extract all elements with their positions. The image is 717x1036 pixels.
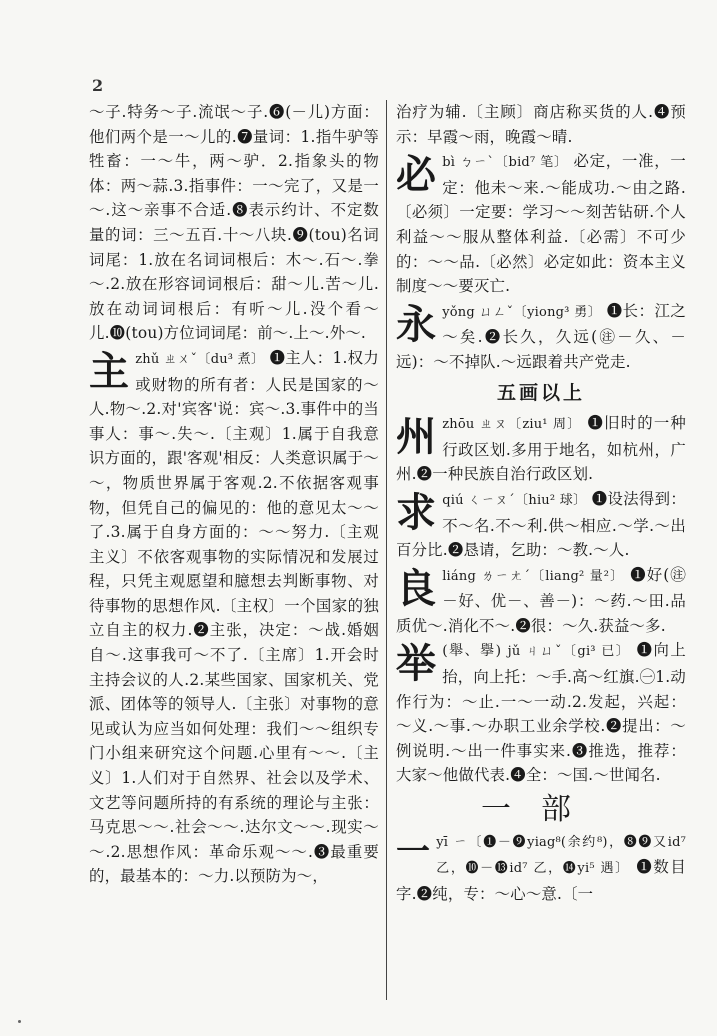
pronunciation: zhǔ ㄓㄨˇ〔du³ 煮〕: [135, 351, 265, 367]
pronunciation: liáng ㄌㄧㄤˊ〔liang² 量²〕: [442, 568, 625, 584]
continued-entry: 治疗为辅.〔主顾〕商店称买货的人.❹预示：早霞～雨，晚霞～晴.: [396, 103, 686, 146]
headword: 必: [396, 151, 437, 199]
entry-liang: [396, 563, 686, 639]
headword: 求: [396, 488, 437, 536]
headword: 州: [396, 413, 437, 461]
variant-forms: (舉、擧): [442, 643, 502, 660]
definition: ❶数目字.❷纯，专：～心～意.〔一: [396, 858, 686, 903]
continued-entry: ～子.特务～子.流氓～子.❻(－儿)方面：他们两个是一～儿的.❼量词：1.指牛驴等牲畜：一～牛，两～驴．2.指象头的物体：两～蒜.3.指事件：一～完了，又是一～.这～亲事不合适.❽表示约计、不定数量的词：三～五百.十～八块.❾(tou)名词词尾：1.放在名词词根后：木～.石～.拳～.2.放在形容词词根后：甜～儿.苦～儿.放在动词词根后：有听～儿.没个看～儿.❿(tou)方位词词尾：前～.上～.外～.: [89, 103, 379, 343]
pronunciation: bì ㄅㄧˋ〔bid⁷ 笔〕: [442, 155, 568, 171]
headword: 主: [89, 347, 130, 395]
left-column: [89, 100, 379, 1005]
entry-qiu: [396, 487, 686, 563]
definition: ❶旧时的一种行政区划.多用于地名，如杭州，广州.❷一种民族自治行政区划.: [396, 414, 686, 484]
definition: ❶好(㊟－好、优－、善－)：～药.～田.品质优～.消化不～.❷很：～久.获益～多.: [396, 565, 686, 635]
entry-yi: [396, 829, 686, 907]
definition: ❶长：江之～矣.❷长久，久远(㊟－久、－远)：～不掉队.～远跟着共产党走.: [396, 301, 686, 371]
entry-zhu: [89, 346, 379, 889]
pronunciation: zhōu ㄓㄡ〔ziu¹ 周〕: [442, 417, 582, 433]
page-number: 2: [92, 76, 104, 95]
definition: ❶向上抬，向上托：～手.高～红旗.㊀1.动作行为：～止.一～一动.2.发起，兴起：～义.～事.～办职工业余学校.❷提出：～例说明.～出一件事实来.❸推选，推荐：大家～他做代表.❹全：～国.～世闻名.: [396, 641, 686, 785]
pronunciation: jǔ ㄐㄩˇ〔gi³ 已〕: [507, 644, 631, 660]
headword: 永: [396, 300, 437, 348]
entry-zhou: [396, 411, 686, 487]
headword: 一: [396, 831, 431, 872]
headword: 举: [396, 640, 437, 688]
entry-yong: [396, 299, 686, 375]
column-divider: [386, 100, 387, 1000]
definition: 必定，一准，一定：他未～来.～能成功.～由之路.〔必须〕一定要：学习～～刻苦钻研.个人利益～～服从整体利益.〔必需〕不可少的：～～品.〔必然〕必定如此：资本主义制度～～要灭亡.: [396, 152, 686, 296]
section-title: 五画以上: [496, 381, 585, 404]
pronunciation: yǒng ㄩㄥˇ〔yiong³ 勇〕: [442, 304, 602, 320]
pronunciation: yī ㄧ〔❶－❾yiag⁸(余约⁸)，❽❾又id⁷ 乙，❿－⓭id⁷ 乙，⓮yi⁵ 遇〕: [436, 834, 686, 877]
entry-bi: [396, 149, 686, 299]
radical-title: 一部: [481, 792, 601, 828]
right-column: [396, 100, 686, 1005]
entry-ju: [396, 638, 686, 788]
definition: ❶主人：1.权力或财物的所有者：人民是国家的～人.物～.2.对'宾客'说：宾～.3.事件中的当事人：事～.失～.〔主观〕1.属于自我意识方面的，跟'客观'相反：人类意识属于～～，物质世界属于客观.2.不依据客观事物，但凭自己的偏见的：他的意见太～～了.3.属于自身方面的：～～努力.〔主观主义〕不依客观事物的实际情况和发展过程，只凭主观愿望和臆想去判断事物、对待事物的思想作风.〔主权〕一个国家的独立自主的权力.❷主张，决定：～战.婚姻自～.这事我可～不了.〔主席〕1.开会时主持会议的人.2.某些国家、国家机关、党派、团体等的领导人.〔主张〕对事物的意见或认为应当如何处理：我们～～组织专门小组来研究这个问题.心里有～～.〔主义〕1.人们对于自然界、社会以及学术、文艺等问题所持的有系统的理论与主张：马克思～～.社会～～.达尔文～～.现实～～.2.思想作风：革命乐观～～.❸最重要的，最基本的：～力.以预防为～，: [89, 348, 379, 886]
definition: ❶设法得到：不～名.不～利.供～相应.～学.～出百分比.❷恳请，乞助：～教.～人.: [396, 489, 686, 560]
headword: 良: [396, 564, 437, 612]
scan-speck: [18, 1020, 21, 1023]
pronunciation: qiú ㄑㄧㄡˊ〔hiu² 球〕: [442, 492, 587, 508]
